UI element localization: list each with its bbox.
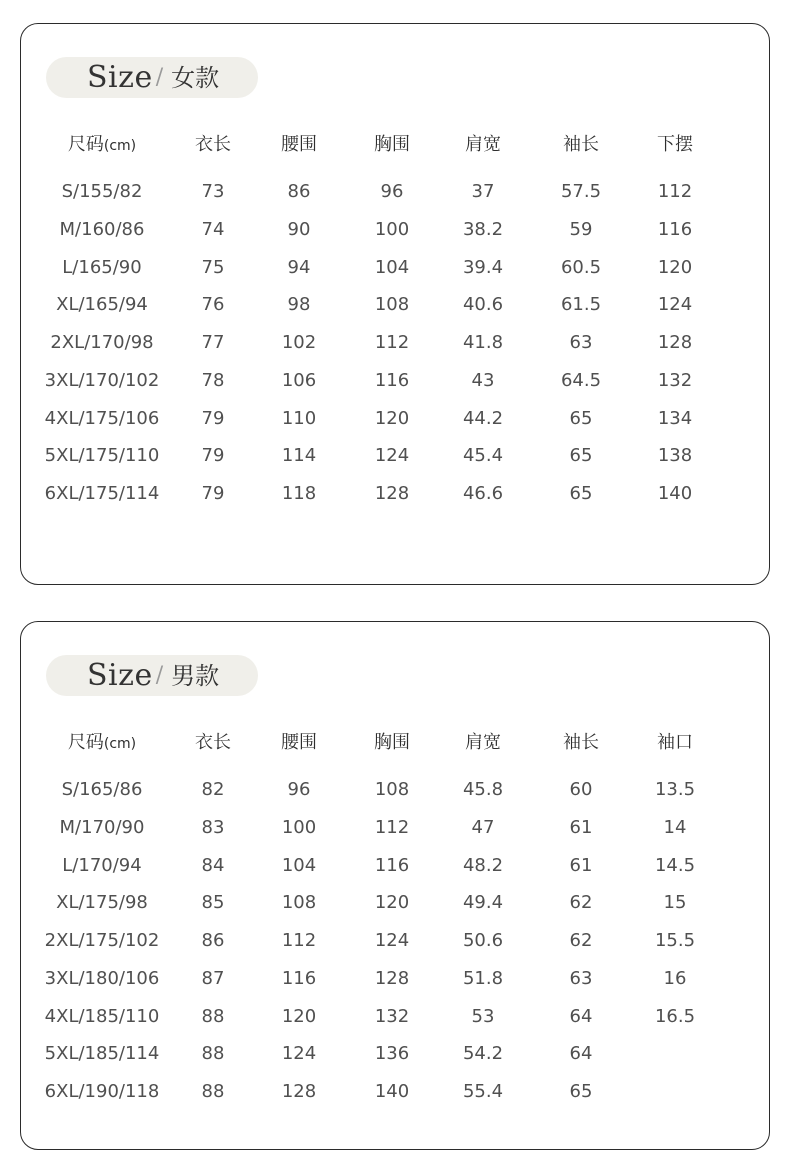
measurement-cell: 65 [569, 1081, 593, 1102]
measurement-cell: 62 [569, 930, 593, 951]
size-label-cell: M/160/86 [59, 218, 145, 240]
measurement-cell: 132 [657, 369, 693, 391]
measurement-cell: 78 [201, 369, 225, 391]
size-chart-women [20, 23, 770, 585]
measurement-cell: 134 [657, 407, 693, 429]
measurement-cell: 41.8 [462, 332, 504, 353]
measurement-cell: 79 [201, 445, 225, 467]
column-header: 袖长 [563, 732, 599, 753]
measurement-cell: 114 [281, 445, 317, 467]
size-title-category: 男款 [171, 661, 220, 690]
size-label-cell: 5XL/185/114 [44, 1043, 160, 1065]
size-label-cell: 3XL/180/106 [44, 967, 160, 989]
measurement-cell: 116 [281, 967, 317, 989]
measurement-cell: 79 [201, 483, 225, 504]
measurement-cell: 59 [569, 218, 593, 240]
measurement-cell: 39.4 [462, 256, 504, 278]
measurement-cell: 14 [663, 816, 687, 838]
column-header: 胸围 [374, 732, 410, 753]
column-header: 腰围 [281, 732, 317, 753]
column-header: 肩宽 [465, 134, 501, 155]
measurement-cell: 61 [569, 854, 593, 876]
measurement-cell: 128 [281, 1081, 317, 1102]
measurement-cell: 90 [287, 218, 311, 240]
measurement-cell: 124 [657, 294, 693, 316]
measurement-cell: 65 [569, 407, 593, 429]
measurement-cell: 120 [657, 256, 693, 278]
measurement-cell: 76 [201, 294, 225, 316]
measurement-cell: 65 [569, 445, 593, 467]
measurement-cell: 132 [374, 1005, 410, 1027]
size-label-cell: XL/175/98 [56, 892, 148, 914]
measurement-cell: 112 [281, 930, 317, 951]
measurement-cell: 60.5 [560, 256, 602, 278]
column-header: 下摆 [657, 134, 693, 155]
size-label-cell: XL/165/94 [56, 294, 148, 316]
measurement-cell: 62 [569, 892, 593, 914]
column-header: 肩宽 [465, 732, 501, 753]
size-title-word: Size [87, 59, 153, 95]
measurement-cell: 128 [374, 483, 410, 504]
measurement-cell: 118 [281, 483, 317, 504]
measurement-cell: 47 [471, 816, 495, 838]
measurement-cell: 75 [201, 256, 225, 278]
column-header: 尺码(cm) [67, 134, 137, 155]
size-label-cell: 3XL/170/102 [44, 369, 160, 391]
size-label-cell: S/165/86 [61, 779, 143, 800]
measurement-cell: 37 [471, 181, 495, 202]
measurement-cell: 88 [201, 1005, 225, 1027]
measurement-cell: 51.8 [462, 967, 504, 989]
size-label-cell: 5XL/175/110 [44, 445, 160, 467]
measurement-cell: 15 [663, 892, 687, 914]
size-title-slash: / [155, 64, 164, 90]
measurement-cell: 140 [374, 1081, 410, 1102]
measurement-cell: 53 [471, 1005, 495, 1027]
measurement-cell: 120 [374, 892, 410, 914]
measurement-cell: 45.4 [462, 445, 504, 467]
measurement-cell: 60 [569, 779, 593, 800]
measurement-cell: 44.2 [462, 407, 504, 429]
size-title-word: Size [87, 657, 153, 693]
measurement-cell: 120 [374, 407, 410, 429]
measurement-cell: 106 [281, 369, 317, 391]
measurement-cell: 112 [374, 816, 410, 838]
measurement-cell: 88 [201, 1043, 225, 1065]
measurement-cell: 16.5 [654, 1005, 696, 1027]
measurement-cell: 38.2 [462, 218, 504, 240]
measurement-cell: 104 [374, 256, 410, 278]
measurement-cell: 50.6 [462, 930, 504, 951]
measurement-cell: 57.5 [560, 181, 602, 202]
measurement-cell: 140 [657, 483, 693, 504]
measurement-cell: 112 [374, 332, 410, 353]
measurement-cell: 45.8 [462, 779, 504, 800]
measurement-cell: 63 [569, 967, 593, 989]
column-header: 尺码(cm) [67, 732, 137, 753]
size-label-cell: 6XL/175/114 [44, 483, 160, 504]
measurement-cell: 112 [657, 181, 693, 202]
size-label-cell: S/155/82 [61, 181, 143, 202]
size-label-cell: L/165/90 [62, 256, 142, 278]
measurement-cell: 82 [201, 779, 225, 800]
measurement-cell: 85 [201, 892, 225, 914]
measurement-cell: 63 [569, 332, 593, 353]
measurement-cell: 64.5 [560, 369, 602, 391]
size-title-slash: / [155, 662, 164, 688]
measurement-cell: 116 [657, 218, 693, 240]
measurement-cell: 74 [201, 218, 225, 240]
measurement-cell: 61.5 [560, 294, 602, 316]
measurement-cell: 86 [201, 930, 225, 951]
measurement-cell: 48.2 [462, 854, 504, 876]
size-label-cell: L/170/94 [62, 854, 142, 876]
measurement-cell: 46.6 [462, 483, 504, 504]
size-label-cell: 6XL/190/118 [44, 1081, 160, 1102]
size-table [21, 622, 769, 1149]
measurement-cell: 98 [287, 294, 311, 316]
measurement-cell: 124 [374, 445, 410, 467]
size-label-cell: 4XL/175/106 [44, 407, 160, 429]
size-title-category: 女款 [171, 63, 220, 92]
measurement-cell: 110 [281, 407, 317, 429]
measurement-cell: 84 [201, 854, 225, 876]
measurement-cell: 83 [201, 816, 225, 838]
measurement-cell: 124 [281, 1043, 317, 1065]
measurement-cell: 13.5 [654, 779, 696, 800]
size-table [21, 24, 769, 584]
measurement-cell: 77 [201, 332, 225, 353]
size-label-cell: 2XL/170/98 [50, 332, 154, 353]
measurement-cell: 61 [569, 816, 593, 838]
size-label-cell: M/170/90 [59, 816, 145, 838]
measurement-cell: 102 [281, 332, 317, 353]
measurement-cell: 79 [201, 407, 225, 429]
column-header: 衣长 [195, 732, 231, 753]
measurement-cell: 108 [374, 779, 410, 800]
measurement-cell: 116 [374, 854, 410, 876]
measurement-cell: 138 [657, 445, 693, 467]
column-header: 袖口 [657, 732, 693, 753]
measurement-cell: 96 [380, 181, 404, 202]
size-label-cell: 4XL/185/110 [44, 1005, 160, 1027]
column-header: 胸围 [374, 134, 410, 155]
measurement-cell: 120 [281, 1005, 317, 1027]
measurement-cell: 100 [374, 218, 410, 240]
measurement-cell: 100 [281, 816, 317, 838]
measurement-cell: 55.4 [462, 1081, 504, 1102]
measurement-cell: 64 [569, 1043, 593, 1065]
measurement-cell: 54.2 [462, 1043, 504, 1065]
measurement-cell: 15.5 [654, 930, 696, 951]
measurement-cell: 64 [569, 1005, 593, 1027]
column-header: 腰围 [281, 134, 317, 155]
measurement-cell: 14.5 [654, 854, 696, 876]
measurement-cell: 16 [663, 967, 687, 989]
measurement-cell: 88 [201, 1081, 225, 1102]
measurement-cell: 43 [471, 369, 495, 391]
measurement-cell: 116 [374, 369, 410, 391]
measurement-cell: 104 [281, 854, 317, 876]
column-header: 衣长 [195, 134, 231, 155]
measurement-cell: 86 [287, 181, 311, 202]
measurement-cell: 128 [374, 967, 410, 989]
measurement-cell: 108 [374, 294, 410, 316]
measurement-cell: 49.4 [462, 892, 504, 914]
measurement-cell: 108 [281, 892, 317, 914]
measurement-cell: 128 [657, 332, 693, 353]
measurement-cell: 40.6 [462, 294, 504, 316]
measurement-cell: 65 [569, 483, 593, 504]
measurement-cell: 136 [374, 1043, 410, 1065]
measurement-cell: 73 [201, 181, 225, 202]
measurement-cell: 124 [374, 930, 410, 951]
measurement-cell: 96 [287, 779, 311, 800]
measurement-cell: 87 [201, 967, 225, 989]
size-chart-men [20, 621, 770, 1150]
measurement-cell: 94 [287, 256, 311, 278]
size-label-cell: 2XL/175/102 [44, 930, 160, 951]
column-header: 袖长 [563, 134, 599, 155]
